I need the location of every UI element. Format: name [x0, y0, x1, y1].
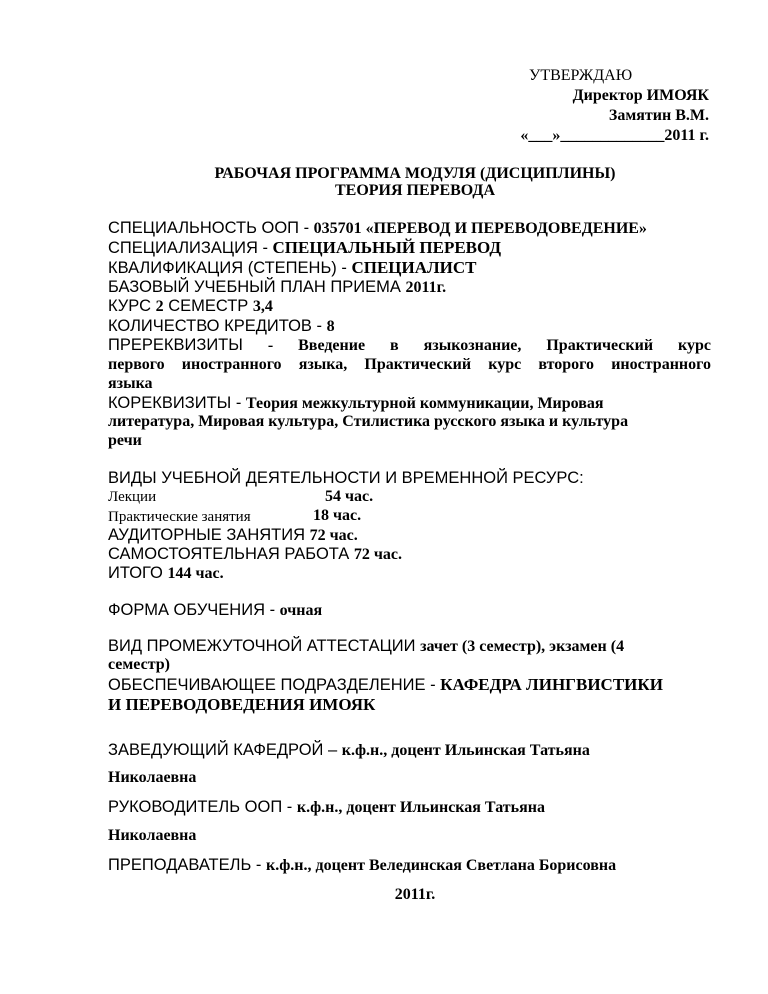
credits-label: КОЛИЧЕСТВО КРЕДИТОВ - — [108, 317, 327, 335]
qualification-value: СПЕЦИАЛИСТ — [351, 258, 477, 277]
lectures-value: 54 час. — [325, 488, 374, 505]
attestation-value-line1: зачет (3 семестр), экзамен (4 — [420, 638, 625, 655]
leader-value-line1: к.ф.н., доцент Ильинская Татьяна — [296, 799, 545, 816]
course-row — [108, 298, 273, 315]
department-value-line1: КАФЕДРА ЛИНГВИСТИКИ — [440, 675, 663, 694]
coreq-line3 — [108, 433, 142, 449]
plan-label: БАЗОВЫЙ УЧЕБНЫЙ ПЛАН ПРИЕМА — [108, 278, 406, 296]
teacher-label: ПРЕПОДАВАТЕЛЬ - — [108, 856, 266, 874]
activities-header: ВИДЫ УЧЕБНОЙ ДЕЯТЕЛЬНОСТИ И ВРЕМЕННОЙ РЕСУРС: — [108, 469, 584, 487]
approval-date-line: «___»_____________2011 г. — [520, 127, 709, 144]
form-value: очная — [279, 602, 323, 619]
classroom-value: 72 час. — [309, 527, 358, 544]
prereq-label: ПРЕРЕКВИЗИТЫ — [108, 336, 243, 354]
form-label: ФОРМА ОБУЧЕНИЯ - — [108, 601, 280, 619]
coreq-value-line1: Теория межкультурной коммуникации, Мировая — [245, 395, 604, 412]
total-row — [108, 565, 224, 582]
selfstudy-row — [108, 546, 402, 563]
attestation-value-line2: семестр) — [108, 656, 170, 673]
form-row — [108, 602, 322, 619]
head-value-line2: Николаевна — [108, 769, 197, 786]
leader-value-line2: Николаевна — [108, 827, 197, 844]
plan-row — [108, 279, 446, 296]
course-label: КУРС — [108, 297, 156, 315]
approval-stamp-approve: УТВЕРЖДАЮ — [529, 67, 633, 84]
specialty-label: СПЕЦИАЛЬНОСТЬ ООП - — [108, 219, 314, 237]
plan-value: 2011г. — [405, 279, 447, 296]
course-value: 2 — [155, 298, 164, 315]
credits-value: 8 — [326, 318, 335, 335]
head-label: ЗАВЕДУЮЩИЙ КАФЕДРОЙ – — [108, 741, 342, 759]
approval-name: Замятин В.М. — [608, 107, 709, 124]
total-label: ИТОГО — [108, 564, 168, 582]
coreq-value-line3: речи — [108, 432, 142, 449]
attestation-row — [108, 638, 624, 655]
specialty-row — [108, 220, 647, 237]
classroom-label: АУДИТОРНЫЕ ЗАНЯТИЯ — [108, 526, 310, 544]
coreq-line2 — [108, 414, 628, 430]
coreq-line1 — [108, 395, 604, 412]
prereq-line1 — [108, 337, 711, 354]
practice-value: 18 час. — [313, 507, 362, 524]
department-label: ОБЕСПЕЧИВАЮЩЕЕ ПОДРАЗДЕЛЕНИЕ - — [108, 676, 441, 694]
teacher-value: к.ф.н., доцент Велединская Светлана Борисовна — [265, 857, 617, 874]
document-title-line2: ТЕОРИЯ ПЕРЕВОДА — [334, 182, 495, 199]
department-row — [108, 676, 663, 694]
selfstudy-value: 72 час. — [353, 546, 403, 563]
prereq-line2 — [108, 357, 711, 373]
specialization-label: СПЕЦИАЛИЗАЦИЯ - — [108, 239, 273, 257]
prereq-value-line3: языка — [108, 375, 153, 392]
selfstudy-label: САМОСТОЯТЕЛЬНАЯ РАБОТА — [108, 545, 354, 563]
qualification-row — [108, 259, 477, 277]
head-row — [108, 742, 590, 759]
teacher-row — [108, 857, 616, 874]
document-title-line1: РАБОЧАЯ ПРОГРАММА МОДУЛЯ (ДИСЦИПЛИНЫ) — [214, 165, 616, 182]
leader-row — [108, 799, 545, 816]
head-value-line1: к.ф.н., доцент Ильинская Татьяна — [341, 742, 590, 759]
semester-label: СЕМЕСТР — [163, 297, 253, 315]
classroom-row — [108, 527, 358, 544]
prereq-line3 — [108, 376, 153, 392]
prereq-value-line2: первого иностранного языка, Практический курс второго иностранного — [108, 356, 711, 373]
qualification-label: КВАЛИФИКАЦИЯ (СТЕПЕНЬ) - — [108, 259, 352, 277]
specialization-value: СПЕЦИАЛЬНЫЙ ПЕРЕВОД — [272, 238, 502, 257]
lectures-label: Лекции — [108, 489, 157, 505]
footer-year: 2011г. — [394, 886, 436, 903]
practice-label: Практические занятия — [108, 509, 251, 525]
specialty-value: 035701 «ПЕРЕВОД И ПЕРЕВОДОВЕДЕНИЕ» — [313, 220, 647, 237]
leader-label: РУКОВОДИТЕЛЬ ООП - — [108, 798, 297, 816]
specialization-row — [108, 239, 501, 257]
coreq-value-line2: литература, Мировая культура, Стилистика русского языка и культура — [108, 413, 629, 430]
attestation-label: ВИД ПРОМЕЖУТОЧНОЙ АТТЕСТАЦИИ — [108, 637, 421, 655]
approval-director: Директор ИМОЯК — [572, 87, 709, 104]
department-value-line2: И ПЕРЕВОДОВЕДЕНИЯ ИМОЯК — [108, 695, 376, 714]
semester-value: 3,4 — [252, 298, 273, 315]
total-value: 144 час. — [167, 565, 224, 582]
prereq-value-line1: - Введение в языкознание, Практический курс — [267, 337, 712, 354]
credits-row — [108, 318, 335, 335]
coreq-label: КОРЕКВИЗИТЫ - — [108, 394, 246, 412]
